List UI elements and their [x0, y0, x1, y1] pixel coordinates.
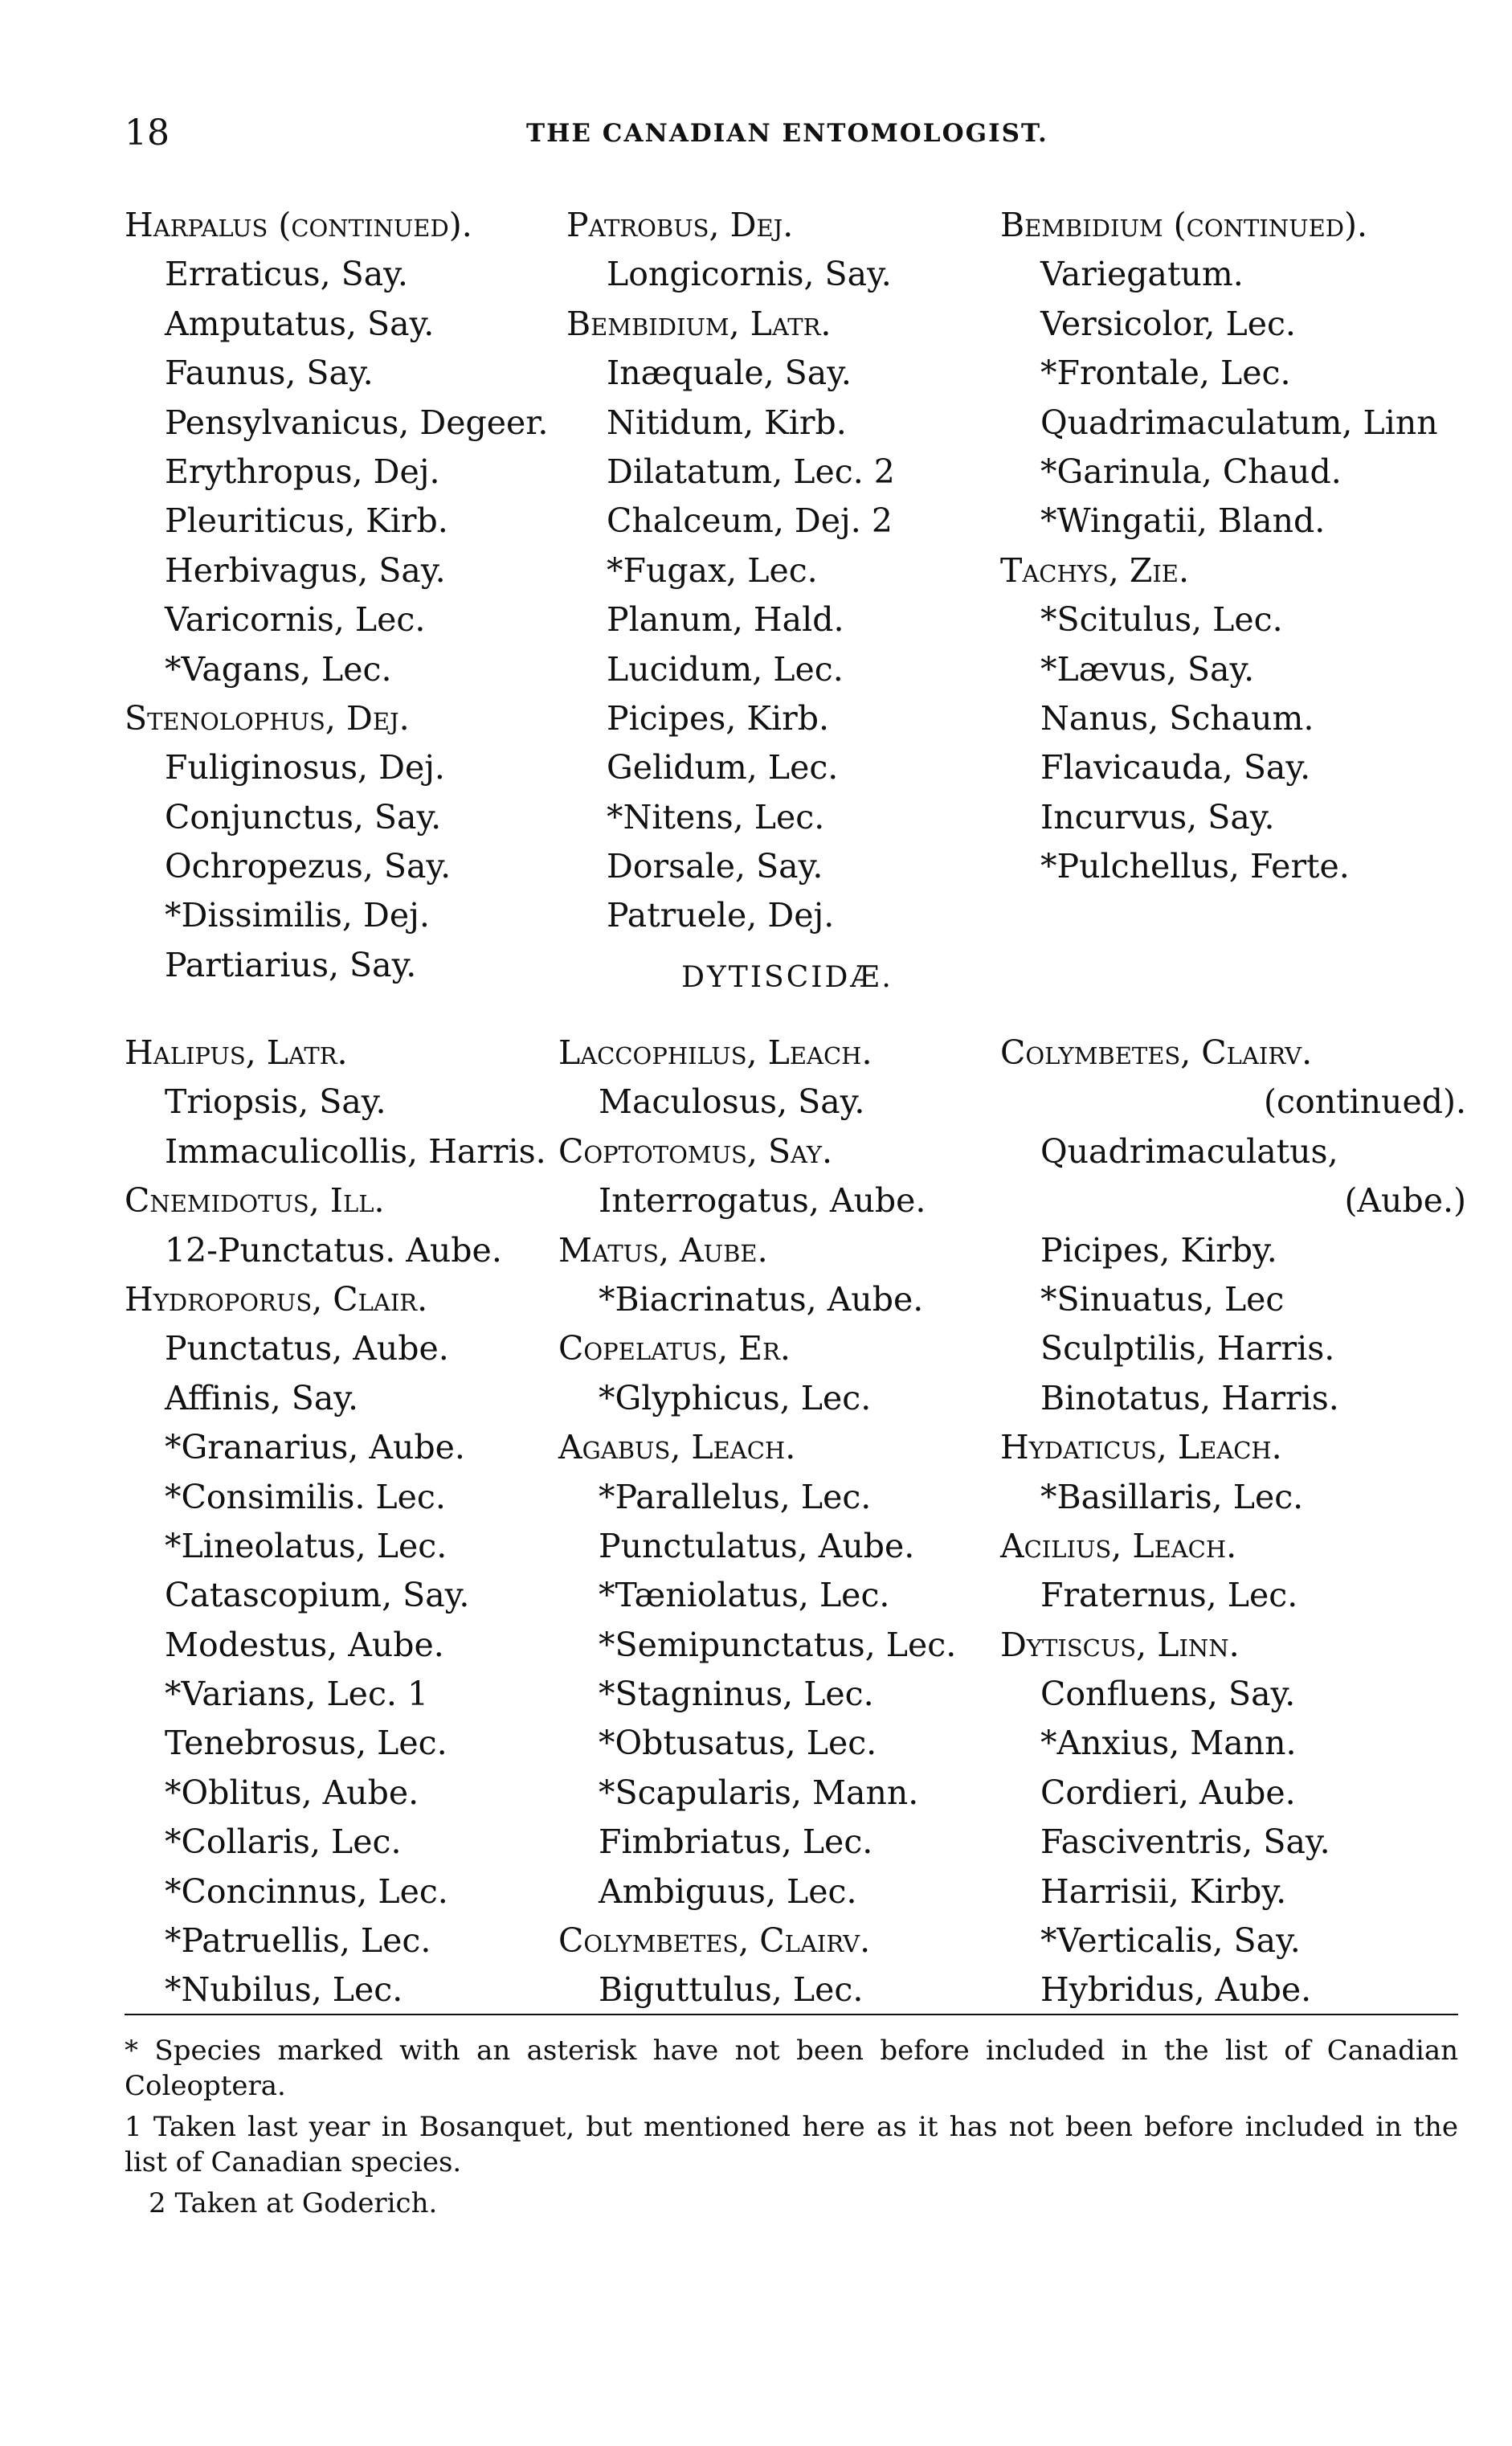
genus-heading: Bembidium, Latr. — [566, 304, 832, 343]
species-entry: *Wingatii, Bland. — [1040, 501, 1326, 541]
species-entry: Cordieri, Aube. — [1040, 1773, 1296, 1812]
genus-heading: Halipus, Latr. — [125, 1033, 348, 1072]
species-entry: Inæquale, Say. — [607, 354, 852, 393]
species-entry: Amputatus, Say. — [165, 304, 435, 343]
species-entry: *Garinula, Chaud. — [1040, 452, 1342, 491]
species-entry: Fraternus, Lec. — [1040, 1576, 1298, 1615]
species-entry: Interrogatus, Aube. — [599, 1181, 926, 1221]
genus-heading: Stenolophus, Dej. — [125, 698, 410, 738]
genus-heading: Laccophilus, Leach. — [558, 1033, 872, 1072]
running-head: THE CANADIAN ENTOMOLOGIST. — [526, 119, 1048, 148]
species-entry: *Dissimilis, Dej. — [165, 896, 430, 935]
species-entry: Patruele, Dej. — [607, 896, 835, 935]
species-entry: Picipes, Kirby. — [1040, 1230, 1277, 1270]
species-entry: Catascopium, Say. — [165, 1576, 470, 1615]
species-entry: Picipes, Kirb. — [607, 698, 830, 738]
genus-heading: Agabus, Leach. — [558, 1428, 796, 1467]
species-entry: Flavicauda, Say. — [1040, 748, 1311, 787]
species-entry: Pensylvanicus, Degeer. — [165, 403, 549, 442]
species-entry: Quadrimaculatum, Linn — [1040, 403, 1438, 442]
species-entry: Erythropus, Dej. — [165, 452, 440, 491]
species-entry: Ochropezus, Say. — [165, 847, 452, 886]
species-entry: (continued). — [1264, 1082, 1466, 1122]
species-entry: Pleuriticus, Kirb. — [165, 501, 448, 541]
species-entry: Ambiguus, Lec. — [599, 1871, 857, 1911]
species-entry: Punctatus, Aube. — [165, 1329, 449, 1368]
lower-column-2 — [558, 1029, 992, 2015]
species-entry: Partiarius, Say. — [165, 945, 417, 984]
species-entry: *Obtusatus, Lec. — [599, 1724, 877, 1763]
species-entry: Chalceum, Dej. 2 — [607, 501, 893, 541]
species-entry: *Lineolatus, Lec. — [165, 1526, 447, 1565]
species-entry: Quadrimaculatus, — [1040, 1131, 1338, 1171]
species-entry: Herbivagus, Say. — [165, 550, 446, 590]
genus-heading: Tachys, Zie. — [1000, 550, 1189, 590]
species-entry: Fuliginosus, Dej. — [165, 748, 445, 787]
species-entry: *Anxius, Mann. — [1040, 1724, 1297, 1763]
species-entry: Affinis, Say. — [165, 1378, 359, 1417]
species-entry: Erraticus, Say. — [165, 255, 408, 294]
species-entry: Conjunctus, Say. — [165, 797, 442, 836]
species-entry: Immaculicollis, Harris. — [165, 1131, 546, 1171]
species-entry: Dorsale, Say. — [607, 847, 823, 886]
species-entry: *Oblitus, Aube. — [165, 1773, 419, 1812]
species-entry: Nitidum, Kirb. — [607, 403, 847, 442]
footnote-asterisk: * Species marked with an asterisk have not been before included in the list of Canadian Coleoptera. — [125, 2035, 1458, 2102]
footnote-2: 2 Taken at Goderich. — [149, 2187, 438, 2219]
genus-heading: Colymbetes, Clairv. — [1000, 1033, 1313, 1072]
species-entry: *Granarius, Aube. — [165, 1428, 465, 1467]
genus-heading: Patrobus, Dej. — [566, 206, 794, 244]
species-entry: *Stagninus, Lec. — [599, 1675, 874, 1714]
upper-column-2 — [566, 201, 984, 941]
species-entry: Binotatus, Harris. — [1040, 1378, 1339, 1417]
lower-column-1 — [125, 1029, 558, 2015]
species-entry: Longicornis, Say. — [607, 255, 892, 294]
species-entry: Biguttulus, Lec. — [599, 1970, 864, 2010]
genus-heading: Hydroporus, Clair. — [125, 1279, 428, 1319]
species-entry: *Sinuatus, Lec — [1040, 1279, 1285, 1319]
species-entry: *Biacrinatus, Aube. — [599, 1279, 924, 1319]
genus-heading: Dytiscus, Linn. — [1000, 1625, 1240, 1664]
species-entry: Gelidum, Lec. — [607, 748, 839, 787]
species-entry: *Semipunctatus, Lec. — [599, 1625, 957, 1664]
species-entry: Triopsis, Say. — [165, 1082, 386, 1122]
species-entry: *Verticalis, Say. — [1040, 1921, 1301, 1961]
species-entry: *Concinnus, Lec. — [165, 1871, 448, 1911]
footnote-1: 1 Taken last year in Bosanquet, but mentioned here as it has not been before included in the list of Canadian species. — [125, 2111, 1458, 2178]
species-entry: Fasciventris, Say. — [1040, 1822, 1330, 1862]
species-entry: *Glyphicus, Lec. — [599, 1378, 872, 1417]
species-entry: Planum, Hald. — [607, 600, 844, 640]
species-entry: Versicolor, Lec. — [1040, 304, 1296, 343]
species-entry: Modestus, Aube. — [165, 1625, 444, 1664]
species-entry: *Nubilus, Lec. — [165, 1970, 403, 2010]
genus-heading: Colymbetes, Clairv. — [558, 1921, 871, 1961]
species-entry: Tenebrosus, Lec. — [165, 1724, 447, 1763]
species-entry: Faunus, Say. — [165, 354, 374, 393]
genus-heading: Acilius, Leach. — [1000, 1526, 1237, 1565]
species-entry: Nanus, Schaum. — [1040, 698, 1314, 738]
lower-column-3 — [1000, 1029, 1482, 2015]
species-entry: *Patruellis, Lec. — [165, 1921, 431, 1961]
species-entry: Fimbriatus, Lec. — [599, 1822, 873, 1862]
species-entry: Lucidum, Lec. — [607, 649, 844, 689]
section-title: DYTISCIDÆ. — [681, 961, 893, 994]
page-number: 18 — [125, 112, 170, 153]
species-entry: *Varians, Lec. 1 — [165, 1675, 429, 1714]
species-entry: *Collaris, Lec. — [165, 1822, 402, 1862]
species-entry: Dilatatum, Lec. 2 — [607, 452, 895, 491]
genus-heading: Copelatus, Er. — [558, 1329, 791, 1368]
species-entry: Varicornis, Lec. — [165, 600, 426, 640]
upper-column-1 — [125, 201, 558, 990]
species-entry: *Fugax, Lec. — [607, 550, 818, 590]
genus-heading: Hydaticus, Leach. — [1000, 1428, 1282, 1467]
genus-heading: Cnemidotus, Ill. — [125, 1181, 385, 1221]
species-entry: *Lævus, Say. — [1040, 649, 1255, 689]
upper-column-3 — [1000, 201, 1482, 891]
species-entry: Punctulatus, Aube. — [599, 1526, 915, 1565]
species-entry: Incurvus, Say. — [1040, 797, 1275, 836]
species-entry: *Vagans, Lec. — [165, 649, 392, 689]
species-entry: 12-Punctatus. Aube. — [165, 1230, 502, 1270]
species-entry: Sculptilis, Harris. — [1040, 1329, 1335, 1368]
genus-heading: Bembidium (continued). — [1000, 206, 1368, 244]
species-entry: *Scitulus, Lec. — [1040, 600, 1283, 640]
species-entry: *Scapularis, Mann. — [599, 1773, 919, 1812]
genus-heading: Matus, Aube. — [558, 1230, 768, 1270]
footnote-rule — [125, 2014, 1458, 2015]
species-entry: *Nitens, Lec. — [607, 797, 825, 836]
species-entry: Hybridus, Aube. — [1040, 1970, 1312, 2010]
species-entry: (Aube.) — [1344, 1181, 1466, 1221]
species-entry: *Frontale, Lec. — [1040, 354, 1291, 393]
genus-heading: Coptotomus, Say. — [558, 1131, 832, 1171]
species-entry: *Tæniolatus, Lec. — [599, 1576, 890, 1615]
species-entry: Harrisii, Kirby. — [1040, 1871, 1287, 1911]
species-entry: *Basillaris, Lec. — [1040, 1477, 1304, 1516]
species-entry: Variegatum. — [1040, 255, 1244, 294]
species-entry: *Parallelus, Lec. — [599, 1477, 872, 1516]
species-entry: *Pulchellus, Ferte. — [1040, 847, 1350, 886]
species-entry: Confluens, Say. — [1040, 1675, 1296, 1714]
genus-heading: Harpalus (continued). — [125, 206, 472, 244]
species-entry: *Consimilis. Lec. — [165, 1477, 446, 1516]
species-entry: Maculosus, Say. — [599, 1082, 865, 1122]
